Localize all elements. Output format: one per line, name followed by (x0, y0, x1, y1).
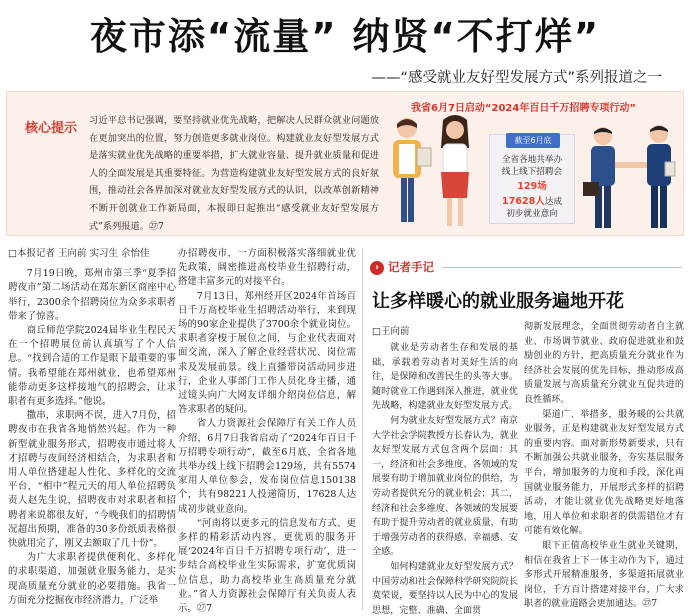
column-divider (362, 248, 363, 610)
paragraph: 渠道广、举措多，服务暖的公共就业服务，正是构建就业友好型发展方式的重要内容。面对新形势新要求，只有不断加强公共就业服务，夯实基层服务平台，增加服务的力度和手段，深化両国就业服务能力，开展形式多样的招聘活动，才能让就业优先战略更好地落地，用人单位和求职者的供需错位才有可能有效化解。 (524, 409, 684, 537)
woman-illustration-icon (427, 114, 483, 232)
stats-line-1: 全省各地共举办 (501, 155, 563, 165)
paragraph: 7月13日，郑州经开区2024年首场百日千万高校毕业生招聘活动举行，来到现场的90家企业提供了3700余个就业岗位。求职者穿梭于展位之间，与企业代表面对面交流，深入了解企业经营状况、岗位需求及发展前景。线上直播带岗活动同步进行，企业人事部门工作人员化身主播，通过镜头向广大网友详细介绍岗位信息，解答求职者的疑问。 (178, 290, 356, 416)
stats-card (489, 134, 575, 224)
paragraph: “河南将以更多元的信息发布方式、更多样的精彩活动内容、更优质的服务开展‘2024年百日千万招聘专项行动’，进一步结合高校毕业生实际需求，扩宽优质岗位信息，助力高校毕业生高质量充分就业。”省人力资源社会保障厅有关负责人表示。㉗7 (178, 517, 356, 615)
article-column-1 (8, 247, 176, 608)
paragraph: 就业是劳动者生存和发展的基础，承载着劳动者对美好生活的向往，是保障和改善民生的头等大事。随时就业工作遇到深入推进，就业优先战略，构建就业友好型发展方式。 (372, 343, 518, 412)
paragraph: 省人力资源社会保障厅有关工作人员介绍，6月7日我省启动了“2024年百日千万招聘专项行动”，截至6月底，全省各地共举办线上线下招聘会129场，共有5574家用人单位参会，发布岗位信息150138个，共有98221人投递简历，17628人达成初步就业意向。 (178, 418, 356, 515)
article-byline: □本报记者 王向前 实习生 佘怡佳 (8, 248, 150, 259)
paragraph: 撒串，求职两不误，进入7月份，招聘夜市在我省各地悄然兴起。作为一种新型就业服务形式，招聘夜市通过将人才招聘与夜间经济相结合，为求职者和用人单位搭建起人性化、多样化的交流平台，“相中”程元天的用人单位招聘负责人赵先生说，招聘夜市对求职者和招聘者来说都很友好，“今晚我们的招聘情况超出预期，准备的30多份纸质表格很快就用完了，刚又去额取了几十份”。 (8, 410, 176, 550)
paragraph: 何为就业友好型发展方式？南京大学社会学院教授方长春认为，就业友好型发展方式包含两个层面：其一，经济和社会多维度、各领域的发展要有助于增加就业岗位的供给，为劳动者提供充分的就业机会；其二，经济和社会多维度、各领域的发展要有助于提升劳动者的就业质量，有助于增强劳动者的获得感、幸福感、安全感。 (372, 415, 518, 558)
core-highlight-title: 核心提示 (25, 121, 78, 136)
paragraph: 眼下正值高校毕业生就业关键期，相信在我省上下一体主动作为下，通过多形式开展精准服务，多渠道拓展就业岗位，千方百计搭建对接平台，广大求职者的就业道路会更加通达。㉗7 (524, 540, 684, 610)
stats-line-4-text: 达成 (544, 197, 563, 207)
commentary-rule (442, 267, 682, 268)
paragraph: 7月19日晚，郑州市第三季“夏季招聘夜市”第二场活动在郑东新区商座中心举行，2300余个招聘岗位为众多求职者带来了惊喜。 (8, 268, 176, 322)
stats-line-4 (490, 193, 574, 207)
chevron-right-icon: › (370, 261, 384, 275)
stats-line-2: 线上线下招聘会 (501, 167, 563, 177)
handshake-illustration-icon (579, 122, 683, 234)
commentary-tag-label: 记者手记 (388, 260, 434, 274)
stats-people-count: 17628人 (501, 196, 545, 207)
paragraph: 彻新发展理念，全面贯彻劳动者自主就业、市场调节就业、政府促进就业和鼓励创业的方针，把高质量充分就业作为经济社会发展的优先目标，推动形成高质量发展与高质量充分就业互促共进的良性循环。 (524, 322, 684, 405)
article-column-2 (178, 247, 356, 616)
commentary-column-1 (372, 341, 518, 616)
commentary-tag (370, 259, 434, 275)
stats-line-5: 初步就业意向 (506, 209, 558, 219)
core-highlight-box (6, 91, 684, 236)
stats-fairs-count: 129场 (517, 181, 547, 192)
commentary-byline: □王向前 (372, 326, 410, 337)
paragraph: 为广大求职者提供便利化、多样化的求职渠道，加强就业服务能力，是实现高质量充分就业的必要措施。我省一方面充分挖掘夜市经济潜力，广泛举 (8, 552, 176, 606)
commentary-column-2 (524, 320, 684, 612)
subheadline: ——“感受就业友好型发展方式”系列报道之一 (371, 70, 662, 86)
headline: 夜市添“流量” 纳贤“不打烊” (89, 15, 601, 58)
campaign-banner: 我省6月7日启动“2024年百日千万招聘专项行动” (411, 103, 636, 114)
paragraph: 办招聘夜市，一方面积极落实落细就业优先政策，阔密推进高校毕业生招聘行动，搭建丰富多元的对接平台。 (178, 248, 356, 288)
stats-date-tag: 截至6月底 (506, 133, 560, 148)
paragraph: 商丘师范学院2024届毕业生程民天在一个招聘展位前认真填写了个人信息。“找到合适的工作是眼下最重要的事情。我希望能在郑州就业，也希望郑州能带动更多这样接地气的招聘会，让求职者有更多选择。”他说。 (8, 325, 176, 408)
commentary-title: 让多样暖心的就业服务遍地开花 (372, 291, 624, 312)
core-highlight-text: 习近平总书记强调，要坚持就业优先战略，把解决人民群众就业问题放在更加突出的位置，努力创造更多就业岗位。构建就业友好型发展方式是落实就业优先战略的重要举措，扩大就业容量、提升就业质量和促进人的全面发展是其重要特征。为营造构建就业友好型发展方式的良好氛围，推动社会各界加深对就业友好型发展方式的认识，以改革创新精神不断开创就业工作新局面，本报即日起推出“感受就业友好型发展方式”系列报道。㉗7 (89, 115, 379, 232)
paragraph: 如何构建就业友好型发展方式？中国劳动和社会保障科学研究院院长莫荣说，要坚持以人民为中心的发展思想，完整、准确、全面贯 (372, 561, 518, 616)
